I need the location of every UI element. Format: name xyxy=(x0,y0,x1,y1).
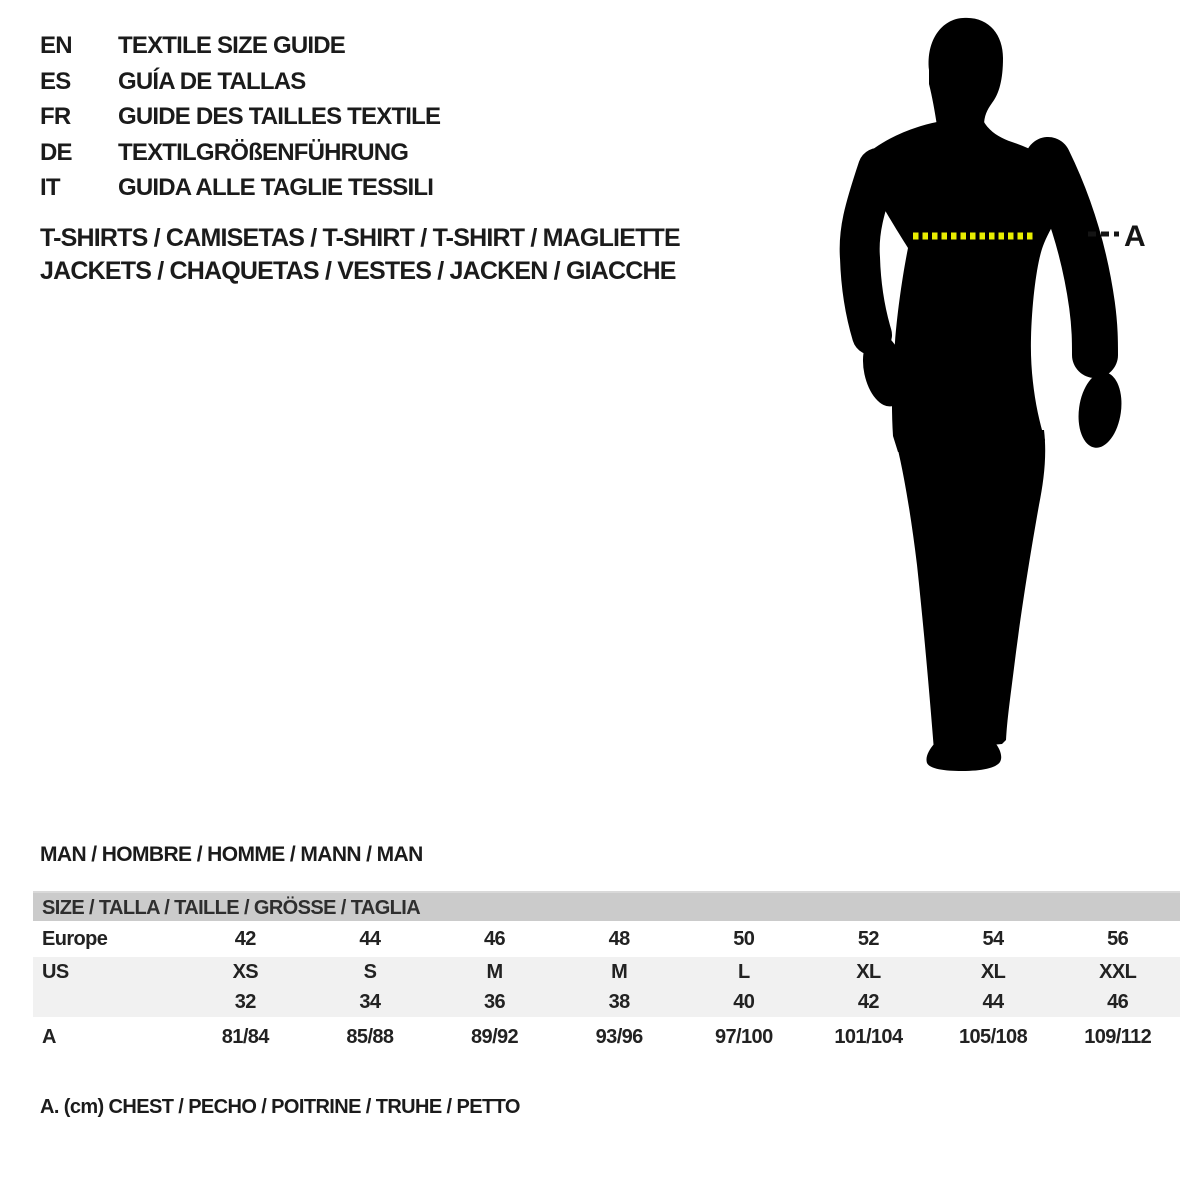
row-label: A xyxy=(42,1026,56,1048)
table-cell: 109/112 xyxy=(1084,1026,1152,1048)
language-code: DE xyxy=(40,138,72,166)
silhouette-right-arm xyxy=(1048,160,1095,355)
table-cell: 97/100 xyxy=(715,1026,773,1048)
table-cell: XS xyxy=(232,960,259,983)
table-cell: M xyxy=(486,960,503,983)
table-cell: 32 xyxy=(234,990,256,1013)
size-table-header: SIZE / TALLA / TAILLE / GRÖSSE / TAGLIA xyxy=(33,891,1180,921)
language-label: TEXTILE SIZE GUIDE xyxy=(118,32,345,59)
table-cell: S xyxy=(363,960,377,983)
silhouette-left-arm xyxy=(860,168,878,335)
table-cell: 44 xyxy=(982,990,1004,1013)
table-cell: 34 xyxy=(359,990,381,1013)
silhouette-legs xyxy=(895,430,1045,750)
table-cell: 46 xyxy=(1107,990,1129,1013)
table-cell: 105/108 xyxy=(959,1026,1028,1048)
language-label: GUIDA ALLE TAGLIE TESSILI xyxy=(118,174,434,201)
table-cell: 40 xyxy=(733,990,755,1013)
product-line-jackets: JACKETS / CHAQUETAS / VESTES / JACKEN / GIACCHE xyxy=(40,257,676,285)
language-code: IT xyxy=(40,174,60,201)
product-line-tshirts: T-SHIRTS / CAMISETAS / T-SHIRT / T-SHIRT / MAGLIETTE xyxy=(40,224,680,252)
table-cell: 56 xyxy=(1107,927,1129,950)
table-row-chest xyxy=(33,1017,1180,1058)
table-cell: XL xyxy=(980,960,1006,983)
row-label: US xyxy=(42,960,69,983)
silhouette-head xyxy=(929,18,1003,126)
measure-label-a: A xyxy=(1124,220,1146,253)
silhouette-right-hand xyxy=(1074,369,1126,450)
table-cell: 85/88 xyxy=(346,1026,394,1048)
table-cell: 46 xyxy=(484,927,506,950)
language-code: FR xyxy=(40,103,71,130)
table-cell: 89/92 xyxy=(471,1026,519,1048)
language-label: GUÍA DE TALLAS xyxy=(118,67,306,95)
table-row-us xyxy=(33,957,1180,987)
table-cell: 52 xyxy=(857,927,879,950)
table-cell: 48 xyxy=(608,927,630,950)
table-cell: 42 xyxy=(857,990,879,1013)
table-cell: 81/84 xyxy=(221,1026,269,1048)
table-cell: 93/96 xyxy=(595,1026,643,1048)
table-row-us-numeric xyxy=(33,987,1180,1017)
table-cell: L xyxy=(738,960,750,983)
table-cell: 36 xyxy=(484,990,506,1013)
language-code: ES xyxy=(40,67,71,95)
language-label: GUIDE DES TAILLES TEXTILE xyxy=(118,103,441,130)
table-cell: 50 xyxy=(733,927,755,950)
measurement-footnote: A. (cm) CHEST / PECHO / POITRINE / TRUHE / PETTO xyxy=(40,1096,520,1118)
row-label: Europe xyxy=(42,927,108,950)
table-cell: 38 xyxy=(608,990,630,1013)
table-cell: 101/104 xyxy=(834,1026,903,1048)
language-label: TEXTILGRÖßENFÜHRUNG xyxy=(118,138,409,166)
table-cell: 42 xyxy=(234,927,256,950)
table-cell: XXL xyxy=(1099,960,1137,983)
table-cell: 54 xyxy=(982,927,1004,950)
table-cell: XL xyxy=(856,960,881,983)
table-row-europe xyxy=(33,921,1180,957)
language-code: EN xyxy=(40,32,72,59)
table-cell: M xyxy=(611,960,628,983)
table-cell: 44 xyxy=(359,927,381,950)
size-table xyxy=(33,891,1180,1058)
section-title-man: MAN / HOMBRE / HOMME / MANN / MAN xyxy=(40,843,423,866)
